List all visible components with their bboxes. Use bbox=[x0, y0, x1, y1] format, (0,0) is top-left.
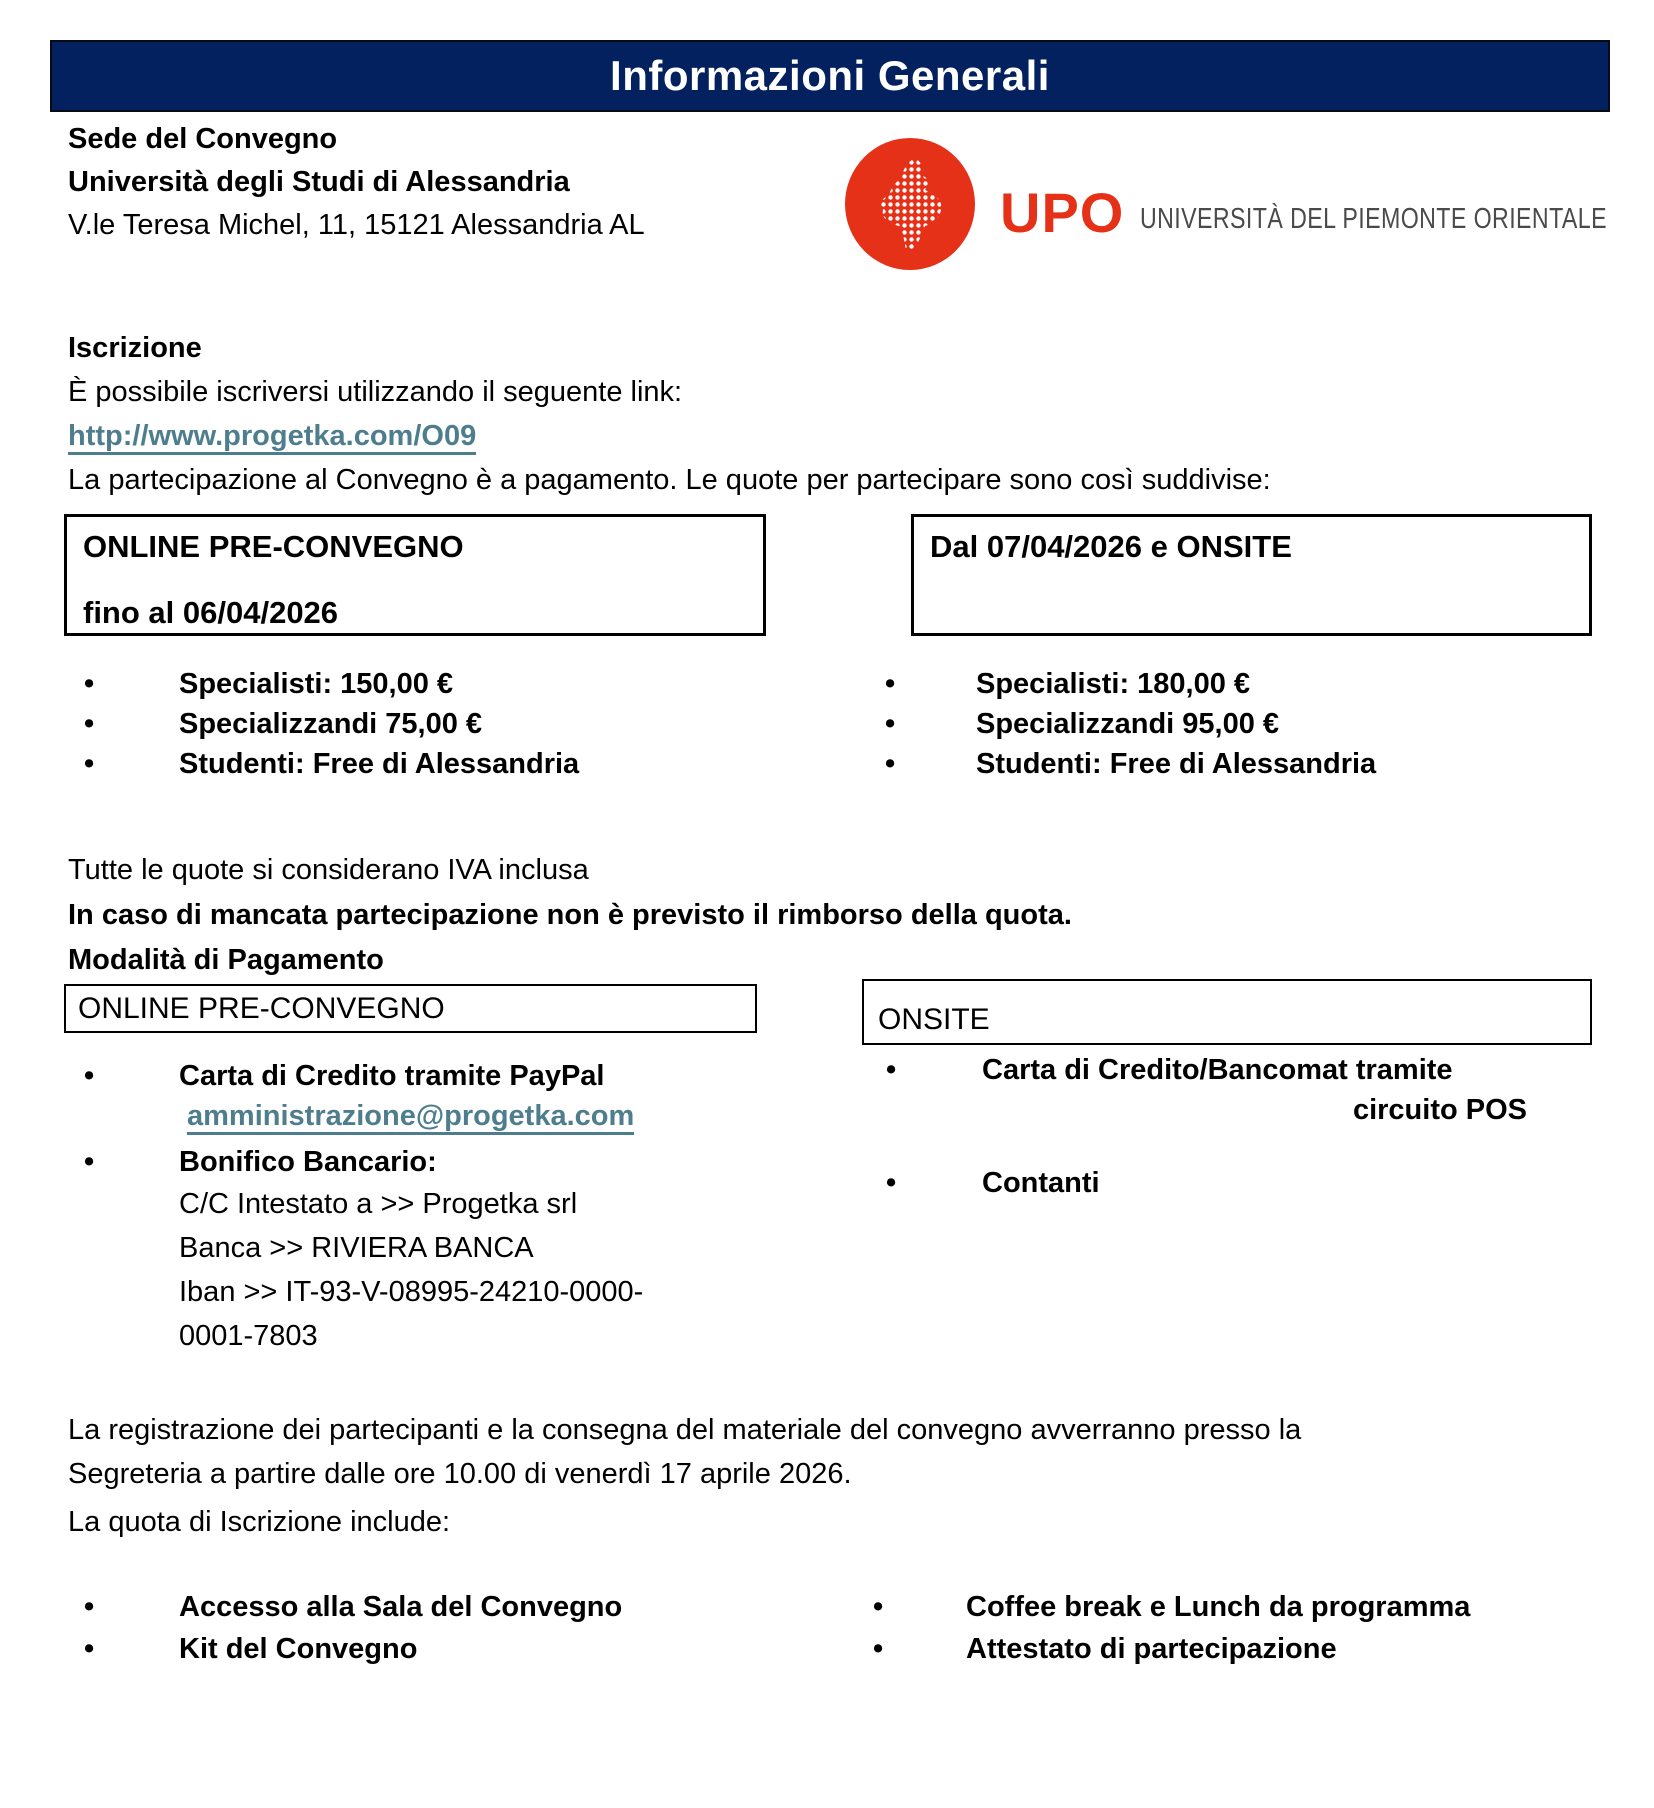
list-item bbox=[68, 704, 788, 744]
fee-item-label: Specializzandi 75,00 € bbox=[179, 708, 483, 740]
list-item bbox=[862, 1163, 1582, 1203]
fee-item-label: Studenti: Free di Alessandria bbox=[179, 748, 580, 780]
registration-link[interactable]: http://www.progetka.com/O09 bbox=[68, 420, 476, 455]
registration-desk-info-line1: La registrazione dei partecipanti e la consegna del materiale del convegno avverranno presso la bbox=[68, 1414, 1302, 1446]
fee-item-label: Specialisti: 180,00 € bbox=[976, 668, 1251, 700]
bullet-icon: • bbox=[885, 748, 896, 780]
list-item bbox=[858, 664, 1618, 704]
pos-payment-label: Carta di Credito/Bancomat tramite circuito POS bbox=[982, 1054, 1527, 1126]
list-item bbox=[68, 664, 788, 704]
list-item bbox=[848, 1586, 1608, 1628]
includes-heading: La quota di Iscrizione include: bbox=[68, 1506, 451, 1538]
payment-box-onsite-label: ONSITE bbox=[878, 1003, 990, 1036]
include-item-label: Coffee break e Lunch da programma bbox=[966, 1591, 1471, 1623]
payment-box-onsite bbox=[862, 979, 1592, 1045]
paypal-label: Carta di Credito tramite PayPal bbox=[179, 1060, 605, 1092]
list-item bbox=[68, 1628, 788, 1670]
upo-logo-icon bbox=[845, 138, 975, 270]
bank-iban-line2: 0001-7803 bbox=[179, 1320, 318, 1352]
bullet-icon: • bbox=[885, 668, 896, 700]
registration-section bbox=[68, 326, 1271, 502]
fee-item-label: Studenti: Free di Alessandria bbox=[976, 748, 1377, 780]
bullet-icon: • bbox=[886, 1054, 897, 1086]
include-item-label: Accesso alla Sala del Convegno bbox=[179, 1591, 623, 1623]
bullet-icon: • bbox=[885, 708, 896, 740]
paypal-email-link[interactable]: amministrazione@progetka.com bbox=[187, 1100, 634, 1135]
venue-name: Università degli Studi di Alessandria bbox=[68, 166, 570, 198]
fee-item-label: Specializzandi 95,00 € bbox=[976, 708, 1280, 740]
bullet-icon: • bbox=[84, 1146, 95, 1178]
bullet-icon: • bbox=[873, 1591, 884, 1623]
bank-details bbox=[179, 1182, 788, 1358]
no-refund-note: In caso di mancata partecipazione non è previsto il rimborso della quota. bbox=[68, 899, 1072, 931]
list-item bbox=[68, 1056, 788, 1096]
section-title-bar bbox=[50, 40, 1610, 112]
fee-list-onsite bbox=[858, 664, 1618, 784]
bank-iban-line1: Iban >> IT-93-V-08995-24210-0000- bbox=[179, 1276, 644, 1308]
list-item bbox=[68, 1586, 788, 1628]
fee-list-online bbox=[68, 664, 788, 784]
fee-box-online-title: ONLINE PRE-CONVEGNO bbox=[83, 529, 464, 564]
list-item bbox=[858, 744, 1618, 784]
bank-account-holder: C/C Intestato a >> Progetka srl bbox=[179, 1188, 578, 1220]
fee-box-onsite-title: Dal 07/04/2026 e ONSITE bbox=[930, 529, 1292, 564]
list-item bbox=[68, 1142, 788, 1182]
includes-list-left bbox=[68, 1586, 788, 1670]
bullet-icon: • bbox=[84, 1591, 95, 1623]
list-item bbox=[68, 744, 788, 784]
fees-intro: La partecipazione al Convegno è a pagamento. Le quote per partecipare sono così suddivise: bbox=[68, 464, 1271, 496]
fee-box-online bbox=[64, 514, 766, 636]
list-item bbox=[848, 1628, 1608, 1670]
payment-box-online bbox=[64, 984, 757, 1033]
payment-list-online bbox=[68, 1056, 788, 1358]
upo-logo-acronym: UPO bbox=[1000, 181, 1125, 244]
venue-address: V.le Teresa Michel, 11, 15121 Alessandria AL bbox=[68, 209, 645, 241]
fee-box-onsite bbox=[911, 514, 1592, 636]
list-item bbox=[862, 1050, 1582, 1130]
fee-box-online-deadline: fino al 06/04/2026 bbox=[83, 595, 339, 630]
include-item-label: Attestato di partecipazione bbox=[966, 1633, 1337, 1665]
registration-desk-info-line2: Segreteria a partire dalle ore 10.00 di venerdì 17 aprile 2026. bbox=[68, 1458, 852, 1490]
bullet-icon: • bbox=[84, 748, 95, 780]
include-item-label: Kit del Convegno bbox=[179, 1633, 418, 1665]
bullet-icon: • bbox=[84, 1060, 95, 1092]
payment-box-online-label: ONLINE PRE-CONVEGNO bbox=[78, 991, 445, 1025]
registration-heading: Iscrizione bbox=[68, 332, 202, 364]
registration-intro: È possibile iscriversi utilizzando il seguente link: bbox=[68, 376, 683, 408]
bank-transfer-label: Bonifico Bancario: bbox=[179, 1146, 437, 1178]
vat-note: Tutte le quote si considerano IVA inclusa bbox=[68, 854, 589, 886]
venue-heading: Sede del Convegno bbox=[68, 123, 338, 155]
list-item bbox=[858, 704, 1618, 744]
registration-desk-info bbox=[68, 1408, 1368, 1496]
venue-block bbox=[68, 118, 645, 247]
notes-block bbox=[68, 848, 1072, 983]
includes-list-right bbox=[848, 1586, 1608, 1670]
payment-heading: Modalità di Pagamento bbox=[68, 944, 384, 976]
bullet-icon: • bbox=[886, 1167, 897, 1199]
bullet-icon: • bbox=[84, 1633, 95, 1665]
cash-payment-label: Contanti bbox=[982, 1167, 1100, 1199]
payment-list-onsite bbox=[862, 1050, 1582, 1203]
bullet-icon: • bbox=[84, 668, 95, 700]
bullet-icon: • bbox=[84, 708, 95, 740]
page-title: Informazioni Generali bbox=[610, 52, 1050, 99]
upo-logo-fullname: UNIVERSITÀ DEL PIEMONTE ORIENTALE bbox=[1140, 203, 1607, 235]
bank-name: Banca >> RIVIERA BANCA bbox=[179, 1232, 534, 1264]
fee-item-label: Specialisti: 150,00 € bbox=[179, 668, 454, 700]
bullet-icon: • bbox=[873, 1633, 884, 1665]
